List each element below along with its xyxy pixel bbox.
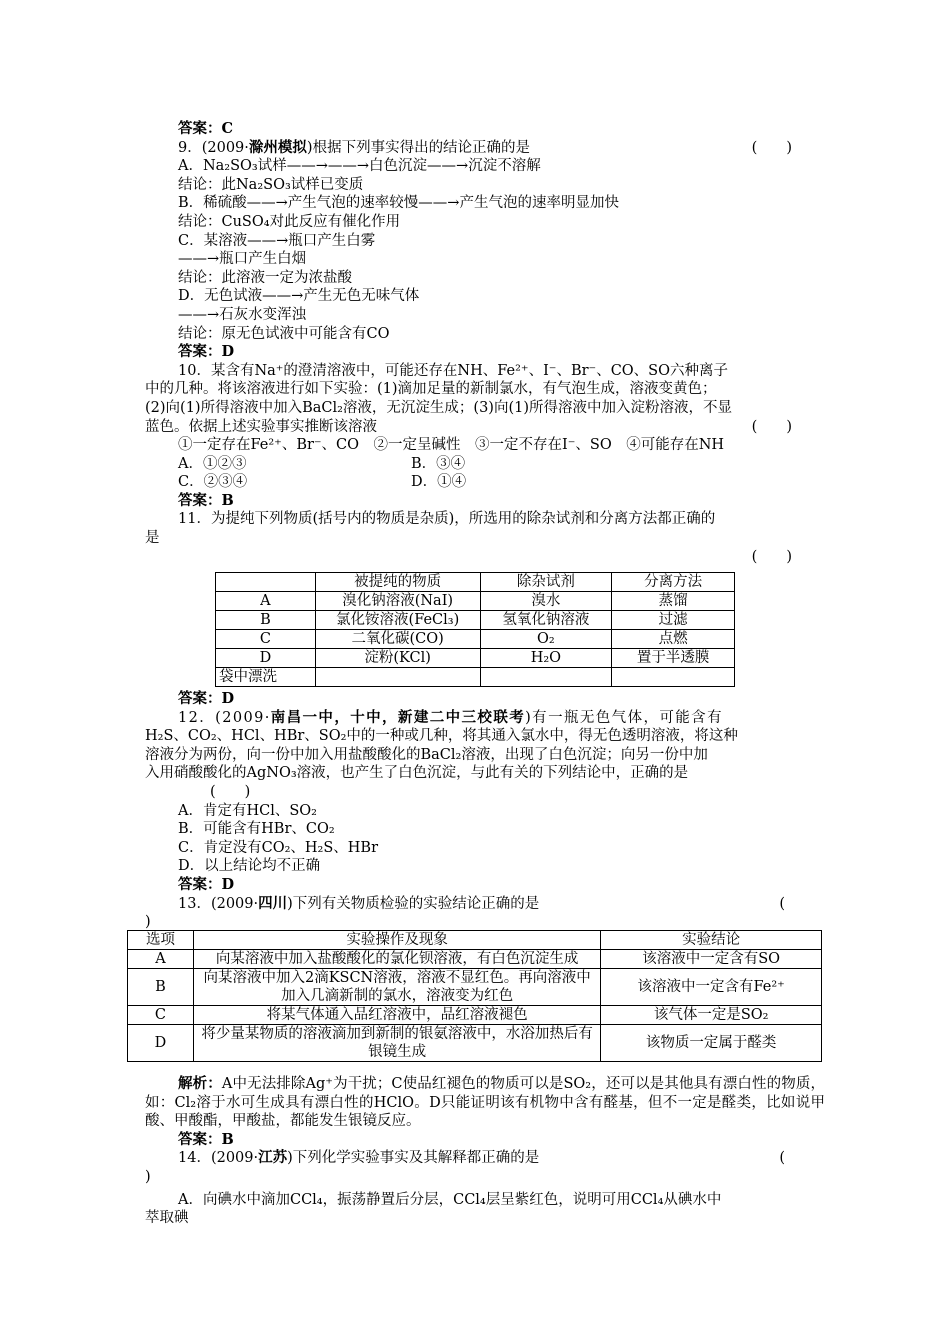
q13-analysis-label: 解析： [178,1075,222,1092]
table-cell: 该溶液中一定含有Fe²⁺ [601,969,822,1006]
q14-paren-open: ( [779,1150,785,1167]
table-cell: A [128,950,194,969]
header-cell: 分离方法 [612,573,735,592]
q9-answer: 答案：D [178,343,235,361]
q10-option-d: D．①④ [411,474,467,491]
q10-statements: ①一定存在Fe²⁺、Br⁻、CO ②一定呈碱性 ③一定不存在I⁻、SO ④可能存在NH [178,437,725,454]
q9-stem: 9．(2009·滁州模拟)根据下列事实得出的结论正确的是 ( ) [178,138,792,156]
q13-paren-open: ( [779,895,785,912]
q12-option-d: D．以上结论均不正确 [178,858,321,875]
q12-stem-line4: 入用硝酸酸化的AgNO₃溶液，也产生了白色沉淀，与此有关的下列结论中，正确的是 [145,765,689,782]
header-cell: 被提纯的物质 [315,573,480,592]
q11-q13-section [145,690,825,932]
q11-stem-line1: 11．为提纯下列物质(括号内的物质是杂质)，所选用的除杂试剂和分离方法都正确的 [178,511,716,528]
q9-conclusion-c: 结论：此溶液一定为浓盐酸 [178,269,352,286]
q12-option-c: C．肯定没有CO₂、H₂S、HBr [178,839,379,856]
header-cell: 选项 [128,931,194,950]
q13-table [127,930,822,1062]
q12-answer-paren: ( ) [210,783,251,800]
header-cell [216,573,316,592]
table-cell: 该溶液中一定含有SO [601,950,822,969]
q12-stem-line3: 溶液分为两份，向一份中加入用盐酸酸化的BaCl₂溶液，出现了白色沉淀；向另一份中加 [145,746,708,763]
table-cell: H₂O [480,649,612,668]
q10-answer: 答案：B [178,491,234,509]
q13-analysis: 解析：A中无法排除Ag⁺为干扰；C使品红褪色的物质可以是SO₂，还可以是其他具有漂白性的物质，如：Cl₂溶于水可生成具有漂白性的HClO。D只能证明该有机物中含有醛基，但不一定是醛类，比如说甲酸、甲酸酯，甲酸盐，都能发生银镜反应。 [145,1075,825,1130]
table-cell: 溴化钠溶液(NaI) [315,592,480,611]
q13-paren-close: ) [145,914,151,931]
q8-answer: 答案：C [178,120,234,137]
q12-answer: 答案：D [178,875,235,893]
table-row [216,592,735,611]
table-cell [480,668,612,687]
table-cell: 溴水 [480,592,612,611]
q10-answer-paren: ( ) [751,418,792,435]
q13-q14-section [145,1075,825,1228]
q12-option-a: A．肯定有HCl、SO₂ [178,802,317,819]
q14-option-a-line1: A．向碘水中滴加CCl₄，振荡静置后分层，CCl₄层呈紫红色，说明可用CCl₄从碘水中 [178,1191,722,1208]
table-row [216,630,735,649]
q12-stem-line2: H₂S、CO₂、HCl、HBr、SO₂中的一种或几种，将其通入氯水中，得无色透明溶液，将这种 [145,728,738,745]
q10-options-row1 [145,455,825,474]
q9-conclusion-b: 结论：CuSO₄对此反应有催化作用 [178,213,401,230]
document-page [145,120,825,566]
q9-option-c: C．某溶液——→瓶口产生白雾 [178,232,376,249]
q9-answer-paren: ( ) [751,139,792,156]
q10-option-b: B．③④ [411,455,466,472]
table-cell: A [216,592,316,611]
header-cell: 实验操作及现象 [193,931,600,950]
q10-option-c: C．②③④ [178,474,248,491]
table-cell: 该物质一定属于醛类 [601,1025,822,1062]
q14-stem: 14．(2009·江苏)下列化学实验事实及其解释都正确的是 ( [178,1149,785,1167]
q9-option-d-step: ——→石灰水变浑浊 [178,306,307,323]
table-cell: B [128,969,194,1006]
table-cell [315,668,480,687]
table-cell: 蒸馏 [612,592,735,611]
q9-option-b: B．稀硫酸——→产生气泡的速率较慢——→产生气泡的速率明显加快 [178,195,619,212]
table-cell: 向某溶液中加入2滴KSCN溶液，溶液不显红色。再向溶液中加入几滴新制的氯水，溶液变为红色 [193,969,600,1006]
q10-option-a: A．①②③ [178,455,247,472]
q14-source: 江苏 [258,1149,288,1167]
q10-stem-line2: 中的几种。将该溶液进行如下实验：(1)滴加足量的新制氯水，有气泡生成，溶液变黄色； [145,381,717,398]
table-cell: 氯化铵溶液(FeCl₃) [315,611,480,630]
q12-stem-line1: 12．(2009·南昌一中，十中，新建二中三校联考)有一瓶无色气体，可能含有 [178,708,723,726]
table-cell: C [216,630,316,649]
table-cell: O₂ [480,630,612,649]
q9-option-c-step: ——→瓶口产生白烟 [178,251,307,268]
q10-stem-line4: 蓝色。依据上述实验事实推断该溶液 ( ) [145,418,792,435]
table-cell: 将某气体通入品红溶液中，品红溶液褪色 [193,1006,600,1025]
q11-answer-paren: ( ) [751,548,792,565]
q9-option-d: D．无色试液——→产生无色无味气体 [178,288,420,305]
table-cell: 点燃 [612,630,735,649]
table-cell: B [216,611,316,630]
table-row [216,668,735,687]
table-cell [612,668,735,687]
table-cell: D [128,1025,194,1062]
table-cell: 淀粉(KCl) [315,649,480,668]
q10-options-row2 [145,473,825,492]
q11-answer: 答案：D [178,690,235,707]
q9-conclusion-a: 结论：此Na₂SO₃试样已变质 [178,176,364,193]
q12-source: 南昌一中，十中，新建二中三校联考 [270,708,526,726]
q14-option-a-line2: 萃取碘 [145,1210,189,1227]
table-row [216,611,735,630]
table-cell: D [216,649,316,668]
q10-stem-line1: 10．某含有Na⁺的澄清溶液中，可能还存在NH、Fe²⁺、I⁻、Br⁻、CO、SO六种离子 [178,362,729,379]
table-cell: 二氧化碳(CO) [315,630,480,649]
table-cell: 氢氧化钠溶液 [480,611,612,630]
table-row [128,1006,822,1025]
q9-conclusion-d: 结论：原无色试液中可能含有CO [178,325,390,342]
q10-stem-line3: (2)向(1)所得溶液中加入BaCl₂溶液，无沉淀生成；(3)向(1)所得溶液中加入淀粉溶液，不显 [145,399,732,416]
header-cell: 除杂试剂 [480,573,612,592]
q11-table [215,572,735,687]
table-row [128,1025,822,1062]
table-cell: 置于半透膜 [612,649,735,668]
table-cell: 过滤 [612,611,735,630]
q13-stem: 13．(2009·四川)下列有关物质检验的实验结论正确的是 ( [178,894,785,912]
q13-source: 四川 [258,894,288,912]
q13-answer: 答案：B [178,1130,234,1148]
q14-paren-close: ) [145,1168,151,1185]
q9-source: 滁州模拟 [248,138,307,156]
table-cell: 将少量某物质的溶液滴加到新制的银氨溶液中，水浴加热后有银镜生成 [193,1025,600,1062]
table-cell: 该气体一定是SO₂ [601,1006,822,1025]
header-cell: 实验结论 [601,931,822,950]
q12-option-b: B．可能含有HBr、CO₂ [178,821,335,838]
q11-paren-line [145,548,825,567]
table-cell: 袋中漂洗 [216,668,316,687]
table-row [128,950,822,969]
table-cell: 向某溶液中加入盐酸酸化的氯化钡溶液，有白色沉淀生成 [193,950,600,969]
q11-table-header [216,573,735,592]
table-row [216,649,735,668]
table-cell: C [128,1006,194,1025]
q9-option-a: A．Na₂SO₃试样——→——→白色沉淀——→沉淀不溶解 [178,158,541,175]
q11-stem-line2: 是 [145,530,160,547]
table-row [128,969,822,1006]
q13-table-header [128,931,822,950]
